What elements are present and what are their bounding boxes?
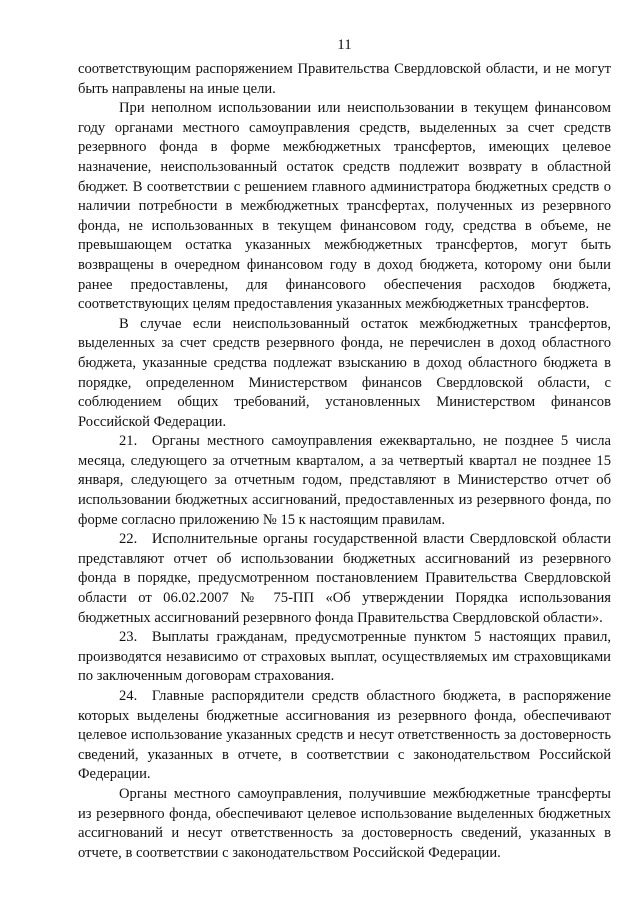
paragraph-item-24: 24. Главные распорядители средств областного бюджета, в распоряжение которых выделены бюджетные ассигнования из резервного фонда, обеспечивают целевое использование указанных средств и несут ответственность за достоверность сведений, указанных в отчете, в соответствии с законодательством Российской Федерации. [78, 688, 611, 783]
paragraph-item-22: 22. Исполнительные органы государственной власти Свердловской области представляют отчет об использовании бюджетных ассигнований из резервного фонда в порядке, предусмотренном постановлением Правительства Свердловской области от 06.02.2007 № 75-ПП «Об утверждении Порядка использования бюджетных ассигнований резервного фонда Правительства Свердловской области». [78, 531, 611, 626]
page-number: 11 [337, 37, 352, 53]
paragraph-local-authorities: Органы местного самоуправления, получившие межбюджетные трансферты из резервного фонда, обеспечивают целевое использование выделенных бюджетных ассигнований и несут ответственность за достоверность сведений, указанных в отчете, в соответствии с законодательством Российской Федерации. [78, 785, 611, 861]
paragraph-continuation: соответствующим распоряжением Правительства Свердловской области, и не могут быть направлены на иные цели. [78, 61, 611, 97]
paragraph-item-21: 21. Органы местного самоуправления ежеквартально, не позднее 5 числа месяца, следующего за отчетным кварталом, а за четвертый квартал не позднее 15 января, следующего за отчетным годом, представляют в Министерство отчет об использовании бюджетных ассигнований, предоставленных из резервного фонда, по форме согласно приложению № 15 к настоящим правилам. [78, 433, 611, 528]
paragraph-unused-funds-return: При неполном использовании или неиспользовании в текущем финансовом году органами местного самоуправления средств, выделенных за счет средств резервного фонда в форме межбюджетных трансфертов, имеющих целевое назначение, неиспользованный остаток средств подлежит возврату в областной бюджет. В соответствии с решением главного администратора бюджетных средств о наличии потребности в межбюджетных трансфертах, полученных из резервного фонда, не использованных в текущем финансовом году, средства в объеме, не превышающем остатка указанных межбюджетных трансфертов, могут быть возвращены в очередном финансовом году в доход бюджета, которому они были ранее предоставлены, для финансового обеспечения расходов бюджета, соответствующих целям предоставления указанных межбюджетных трансфертов. [78, 100, 611, 313]
paragraph-funds-recovery: В случае если неиспользованный остаток межбюджетных трансфертов, выделенных за счет средств резервного фонда, не перечислен в доход областного бюджета, указанные средства подлежат взысканию в доход областного бюджета в порядке, определенном Министерством финансов Свердловской области, с соблюдением общих требований, установленных Министерством финансов Российской Федерации. [78, 315, 611, 430]
paragraph-item-23: 23. Выплаты гражданам, предусмотренные пунктом 5 настоящих правил, производятся независимо от страховых выплат, осуществляемых им страховщиками по заключенным договорам страхования. [78, 629, 611, 685]
document-page [78, 36, 611, 863]
